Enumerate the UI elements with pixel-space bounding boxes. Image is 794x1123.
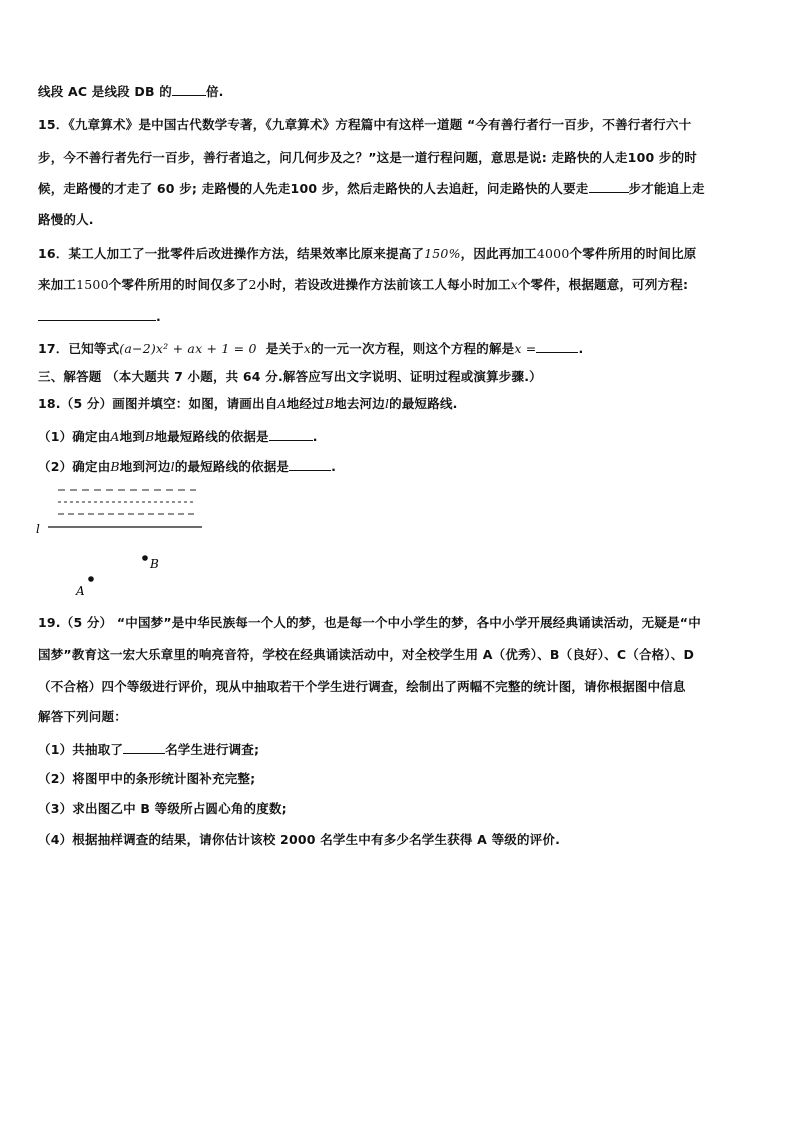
q18-text: （2）确定由 — [38, 459, 111, 474]
q18-text: （1）确定由 — [38, 429, 111, 444]
point-a-label: A — [76, 584, 85, 598]
q16-text: 个零件所用的时间仅多了 — [108, 277, 249, 292]
q19-part-2: （2）将图甲中的条形统计图补充完整; — [38, 771, 256, 786]
q19-text: 名学生进行调查; — [165, 742, 260, 757]
q17-answer-lead: x = — [514, 341, 537, 356]
answer-blank — [38, 308, 156, 321]
q16-period: . — [156, 309, 161, 324]
q18-text: 的最短路线. — [389, 396, 458, 411]
q19-text: （1）共抽取了 — [38, 742, 124, 757]
q18-part-1 — [38, 428, 318, 445]
q14-tail-line — [38, 83, 224, 100]
q18-river: l — [170, 459, 175, 474]
q18-point-a: A — [110, 429, 120, 444]
q18-text: 地到河边 — [119, 459, 171, 474]
answer-blank — [536, 340, 578, 353]
q18-figure — [30, 482, 220, 602]
q17-line — [38, 340, 583, 357]
q15-line-2: 步，今不善行者先行一百步，善行者追之，问几何步及之？”这是一道行程问题，意思是说: 走路快的人走100 步的时 — [38, 150, 698, 165]
section-heading: 三、解答题 （本大题共 7 小题，共 64 分.解答应写出文字说明、证明过程或演算步骤.） — [38, 369, 542, 384]
q16-text: 个零件，根据题意，可列方程: — [517, 277, 689, 292]
q18-heading — [38, 396, 458, 412]
q15-text: 候，走路慢的才走了 60 步; 走路慢的人先走100 步，然后走路快的人去追赶，问走路快的人要走 — [38, 181, 589, 196]
q19-line-2: 国梦”教育这一宏大乐章里的响亮音符，学校在经典诵读活动中，对全校学生用 A（优秀）、B（良好）、C（合格）、D — [38, 647, 695, 662]
q15-line-3 — [38, 180, 705, 197]
point-b-label: B — [150, 557, 159, 571]
q15-text-end: 步才能追上走 — [628, 181, 705, 196]
answer-blank — [589, 180, 629, 193]
answer-blank — [269, 428, 313, 441]
answer-blank — [172, 83, 206, 96]
q16-text: 来加工 — [38, 277, 77, 292]
q18-period: . — [331, 459, 337, 474]
q19-line-1: 19.（5 分） “中国梦”是中华民族每一个人的梦，也是每一个中小学生的梦，各中小学开展经典诵读活动，无疑是“中 — [38, 615, 701, 630]
q19-part-4: （4）根据抽样调查的结果，请你估计该校 2000 名学生中有多少名学生获得 A 等级的评价. — [38, 832, 561, 847]
q18-text: 地去河边 — [334, 396, 385, 411]
q14-text-end: 倍. — [205, 84, 224, 99]
q16-number: 2 — [248, 277, 257, 292]
q18-point-a: A — [277, 396, 287, 411]
point-b-dot — [142, 555, 148, 561]
q16-line-1 — [38, 246, 697, 262]
q17-period: . — [578, 341, 584, 356]
q18-text: 地经过 — [286, 396, 325, 411]
q17-text: 的一元一次方程，则这个方程的解是 — [311, 341, 515, 356]
q16-number: 4000 — [536, 246, 570, 261]
q19-line-4: 解答下列问题： — [38, 709, 127, 724]
q14-text: 线段 AC 是线段 DB 的 — [38, 84, 172, 99]
q18-point-b: B — [324, 396, 335, 411]
q16-number: 1500 — [76, 277, 109, 292]
q15-line-1: 15．《九章算术》是中国古代数学专著，《九章算术》方程篇中有这样一道题 “今有善行者行一百步，不善行者行六十 — [38, 117, 692, 132]
q18-text: 18.（5 分）画图并填空：如图，请画出自 — [38, 396, 278, 411]
q16-variable: x — [510, 277, 518, 292]
point-a-dot — [88, 576, 94, 582]
q17-variable: x — [303, 341, 312, 356]
q16-text: 16．某工人加工了一批零件后改进操作方法，结果效率比原来提高了 — [38, 246, 425, 261]
q16-text: 个零件所用的时间比原 — [569, 246, 697, 261]
q16-line-3 — [38, 308, 161, 325]
q19-part-3: （3）求出图乙中 B 等级所占圆心角的度数; — [38, 801, 287, 816]
answer-blank — [289, 458, 331, 471]
river-label: l — [36, 522, 40, 536]
q17-text: 17．已知等式 — [38, 341, 120, 356]
q16-percent: 150% — [424, 246, 461, 261]
q16-text: ，因此再加工 — [460, 246, 537, 261]
q18-point-b: B — [110, 459, 120, 474]
q18-text: 的最短路线的依据是 — [174, 459, 290, 474]
q17-text: 是关于 — [265, 341, 304, 356]
q18-text: 地最短路线的依据是 — [154, 429, 269, 444]
answer-blank — [123, 741, 165, 754]
q19-part-1 — [38, 741, 259, 758]
q15-line-4: 路慢的人. — [38, 212, 94, 227]
q17-equation: (a−2)x² + ax + 1 = 0 — [119, 341, 257, 356]
q16-line-2 — [38, 277, 688, 293]
q18-river: l — [384, 396, 390, 411]
q18-text: 地到 — [119, 429, 146, 444]
q18-part-2 — [38, 458, 336, 475]
q16-text: 小时，若设改进操作方法前该工人每小时加工 — [256, 277, 511, 292]
q18-point-b: B — [145, 429, 155, 444]
q18-period: . — [312, 429, 318, 444]
q19-line-3: （不合格）四个等级进行评价，现从中抽取若干个学生进行调查，绘制出了两幅不完整的统计图，请你根据图中信息 — [38, 679, 686, 694]
